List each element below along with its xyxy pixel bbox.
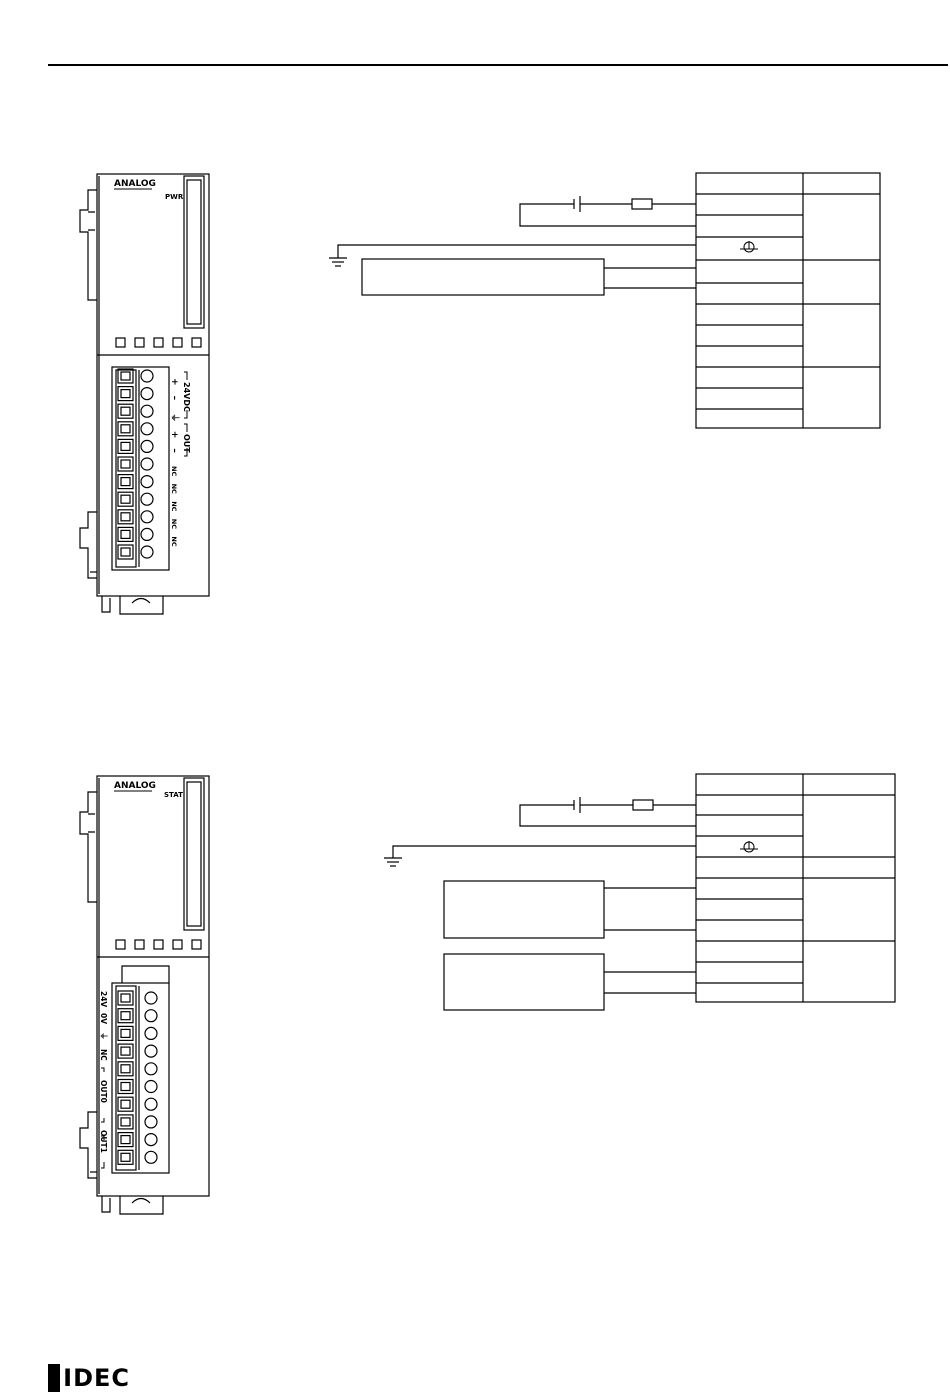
module1-terminal-label: – — [169, 448, 179, 453]
idec-logo-text: IDEC — [63, 1364, 130, 1392]
module2-wiring-diagram — [384, 774, 895, 1010]
module2-terminal-clamp — [118, 1044, 133, 1058]
module1-terminal-label: NC — [170, 466, 178, 477]
module1-terminal-clamp — [118, 492, 133, 506]
module2-fg-symbol — [740, 841, 758, 852]
module2-terminal-screw — [145, 1134, 157, 1146]
module2-terminal-clamp — [118, 1062, 133, 1076]
module2-terminal-screw — [145, 1116, 157, 1128]
module2-label-out1: OUT1 — [99, 1130, 108, 1153]
module2-terminal-clamp — [118, 1009, 133, 1023]
module1-terminal-clamp — [118, 404, 133, 418]
module1-terminal-clamp — [118, 422, 133, 436]
module1-terminal-clamp-inner — [121, 442, 130, 450]
module1-terminal-screw — [141, 458, 153, 470]
module1-terminal-screw — [141, 493, 153, 505]
module1-terminal-label: + — [169, 378, 179, 386]
module1-terminal-screw — [141, 528, 153, 540]
module2-terminal-clamp-inner — [121, 1153, 130, 1161]
module1-terminal-labels — [169, 378, 180, 547]
module2-terminal-clamp-inner — [121, 1012, 130, 1020]
module2-terminal-screw — [145, 1045, 157, 1057]
module1-terminal-clamp — [118, 457, 133, 471]
module2-terminal-clamp — [118, 1133, 133, 1147]
module1-terminal-screw — [141, 388, 153, 400]
module2-terminal-screw — [145, 1098, 157, 1110]
module1-terminal-screw — [141, 546, 153, 558]
module2-terminal-clamp — [118, 1115, 133, 1129]
module1-terminal-clamp-inner — [121, 372, 130, 380]
module2-terminal-clamp-inner — [121, 994, 130, 1002]
module2-terminal-screw — [145, 1151, 157, 1163]
module1-terminal-clamp — [118, 545, 133, 559]
module2-terminal-screw — [145, 992, 157, 1004]
module2-terminal-clamp — [118, 991, 133, 1005]
module2-brand-label: ANALOG — [114, 781, 156, 791]
module2-terminal-clamp-inner — [121, 1047, 130, 1055]
module1-terminal-clamp — [118, 439, 133, 453]
module1-terminal-clamp — [118, 527, 133, 541]
module1-indicator-label: PWR — [165, 193, 184, 201]
module1-terminal-label: NC — [170, 518, 178, 530]
module1-fg-symbol — [740, 241, 758, 252]
module2-label-fg: ⏚ — [99, 1032, 108, 1040]
module1-terminal-clamp-inner — [121, 460, 130, 468]
module1-terminal-screw — [141, 476, 153, 488]
module1-terminal-label: – — [169, 395, 179, 401]
module1-wiring-diagram — [329, 173, 880, 428]
module1-terminal-clamp-inner — [121, 425, 130, 433]
module2-terminal-clamp — [118, 1150, 133, 1164]
module2-terminal-screw — [145, 1063, 157, 1075]
module2-terminal-screw — [145, 1081, 157, 1093]
module1-terminal-clamp-inner — [121, 478, 130, 486]
module1-terminal-screw — [141, 370, 153, 382]
module1-terminal-screw — [141, 405, 153, 417]
module1-terminal-label: NC — [170, 536, 178, 547]
module2-terminal-clamp-inner — [121, 1136, 130, 1144]
module1-terminal-clamp-inner — [121, 513, 130, 521]
module2-terminal-clamp — [118, 1097, 133, 1111]
module2-terminal-clamp — [118, 1080, 133, 1094]
module1-terminal-clamp-inner — [121, 390, 130, 398]
module1-terminal-label: NC — [170, 501, 178, 512]
module2-label-24v: 24V — [99, 991, 108, 1008]
module1-terminal-clamp — [118, 369, 133, 383]
module1-terminal-clamp-inner — [121, 495, 130, 503]
module1-terminal-screw — [141, 440, 153, 452]
module2-label-0v: 0V — [99, 1013, 108, 1025]
module2-terminal-screw — [145, 1010, 157, 1022]
module2-terminal-clamp-inner — [121, 1118, 130, 1126]
module2-indicator-label: STAT — [164, 791, 183, 799]
module1-terminal-label: NC — [170, 483, 178, 494]
module1-terminal-clamp-inner — [121, 548, 130, 556]
module2-terminal-clamp-inner — [121, 1029, 130, 1037]
module1-terminal-clamp — [118, 510, 133, 524]
module2-terminal-clamp — [118, 1026, 133, 1040]
module2-terminal-clamp-inner — [121, 1100, 130, 1108]
module1-terminal-screw — [141, 423, 153, 435]
module1-group-label-out: OUT — [182, 434, 191, 453]
module1-group-label-power: 24VDC — [182, 382, 191, 412]
module1-terminal-clamp-inner — [121, 530, 130, 538]
idec-logo-mark — [48, 1364, 60, 1392]
module2-label-out0: OUT0 — [99, 1080, 108, 1103]
module1-terminal-clamp — [118, 475, 133, 489]
module1-terminal-screw — [141, 511, 153, 523]
module2-label-nc: NC — [99, 1049, 108, 1061]
module2-terminal-clamp-inner — [121, 1065, 130, 1073]
module1-terminal-label: ⏚ — [169, 413, 179, 423]
idec-logo — [48, 1364, 130, 1392]
module1-terminal-clamp-inner — [121, 407, 130, 415]
module2-terminal-clamp-inner — [121, 1083, 130, 1091]
module2-terminal-screws — [118, 991, 157, 1164]
module2-terminal-screw — [145, 1027, 157, 1039]
module1-brand-label: ANALOG — [114, 179, 156, 189]
module1-terminal-clamp — [118, 387, 133, 401]
module1-terminal-label: + — [169, 430, 179, 439]
